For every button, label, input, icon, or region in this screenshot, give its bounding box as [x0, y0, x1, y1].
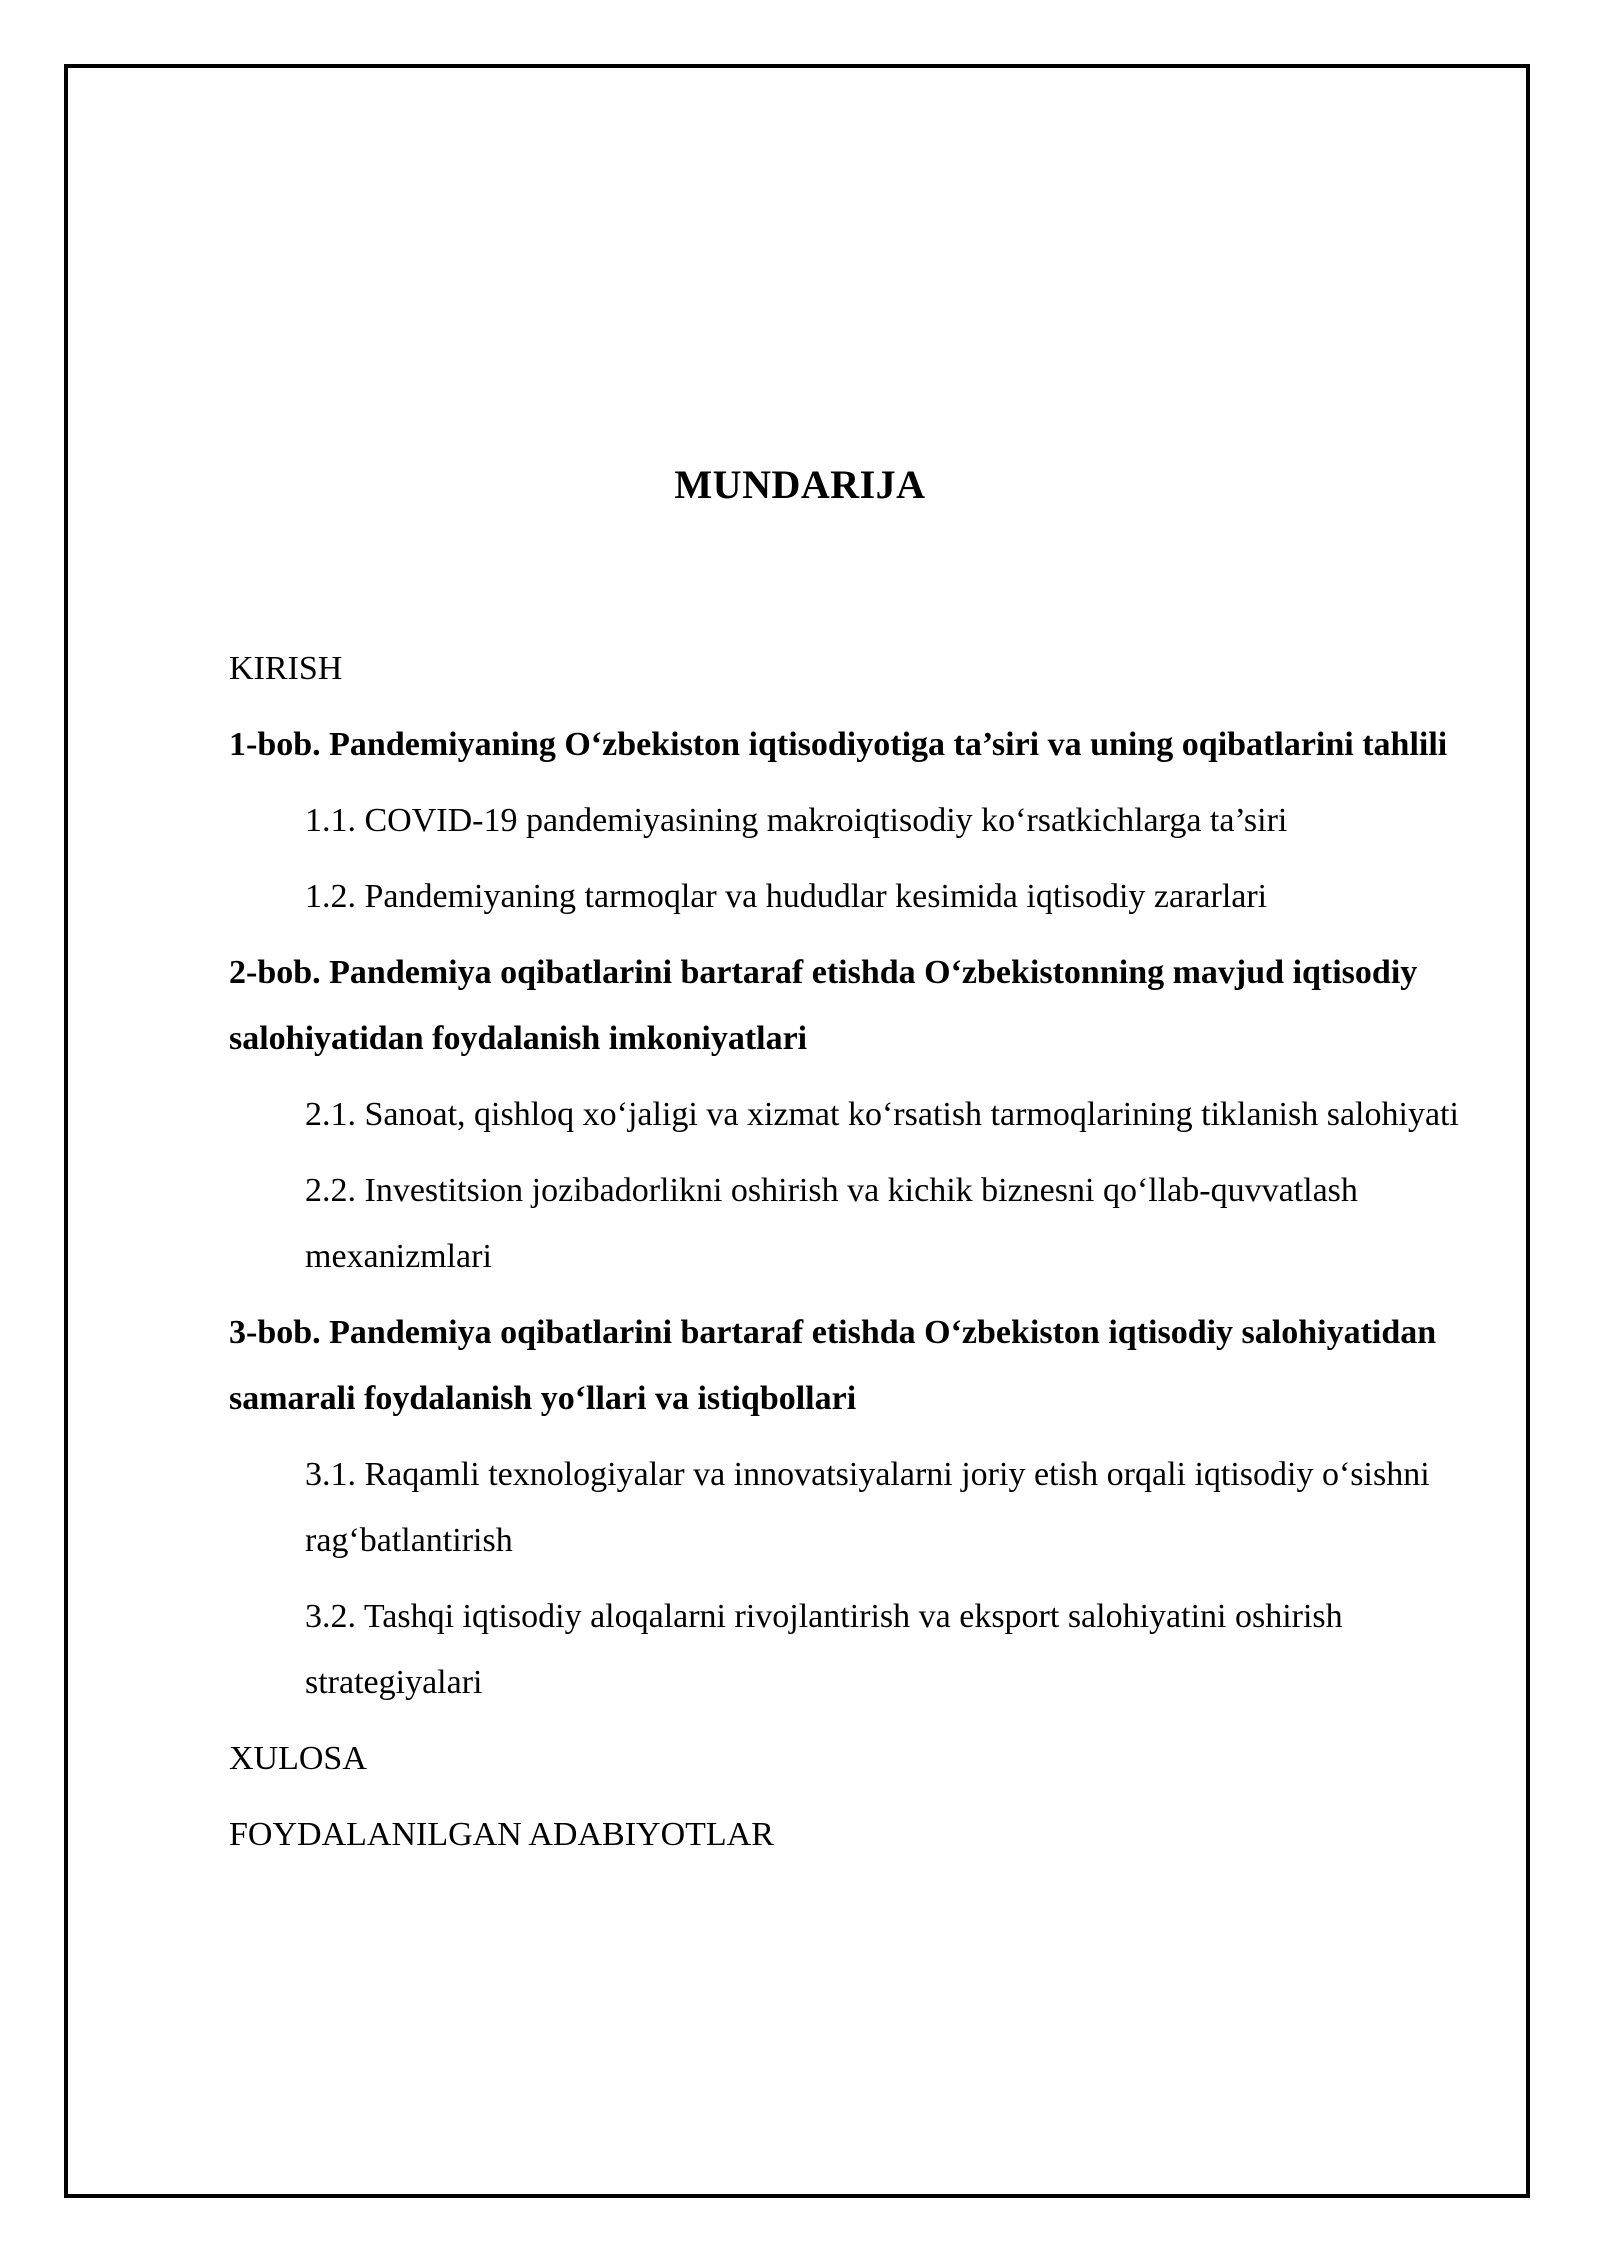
toc-section-2-2: 2.2. Investitsion jozibadorlikni oshirish va kichik biznesni qo‘llab-quvvatlash mexanizmlari	[305, 1172, 1358, 1275]
toc-section-2-1: 2.1. Sanoat, qishloq xo‘jaligi va xizmat ko‘rsatish tarmoqlarining tiklanish salohiyati	[305, 1096, 1459, 1133]
toc-chapter-2: 2-bob. Pandemiya oqibatlarini bartaraf etishda O‘zbekistonning mavjud iqtisodiy salohiyatidan foydalanish imkoniyatlari	[229, 954, 1418, 1057]
toc-references: FOYDALANILGAN ADABIYOTLAR	[229, 1816, 774, 1853]
toc-chapter-3: 3-bob. Pandemiya oqibatlarini bartaraf etishda O‘zbekiston iqtisodiy salohiyatidan samarali foydalanish yo‘llari va istiqbollari	[229, 1314, 1437, 1417]
toc-section-1-1: 1.1. COVID-19 pandemiyasining makroiqtisodiy ko‘rsatkichlarga ta’siri	[305, 802, 1288, 839]
toc-section-3-1: 3.1. Raqamli texnologiyalar va innovatsiyalarni joriy etish orqali iqtisodiy o‘sishni rag‘batlantirish	[305, 1456, 1430, 1559]
toc-intro: KIRISH	[229, 650, 343, 687]
toc-conclusion: XULOSA	[229, 1740, 367, 1777]
page-title: MUNDARIJA	[674, 462, 926, 507]
toc-section-1-2: 1.2. Pandemiyaning tarmoqlar va hududlar kesimida iqtisodiy zararlari	[305, 878, 1268, 915]
toc-section-3-2: 3.2. Tashqi iqtisodiy aloqalarni rivojlantirish va eksport salohiyatini oshirish strategiyalari	[305, 1598, 1343, 1701]
table-of-contents	[229, 636, 1491, 1878]
toc-chapter-1: 1-bob. Pandemiyaning O‘zbekiston iqtisodiyotiga ta’siri va uning oqibatlarini tahlili	[229, 726, 1448, 763]
